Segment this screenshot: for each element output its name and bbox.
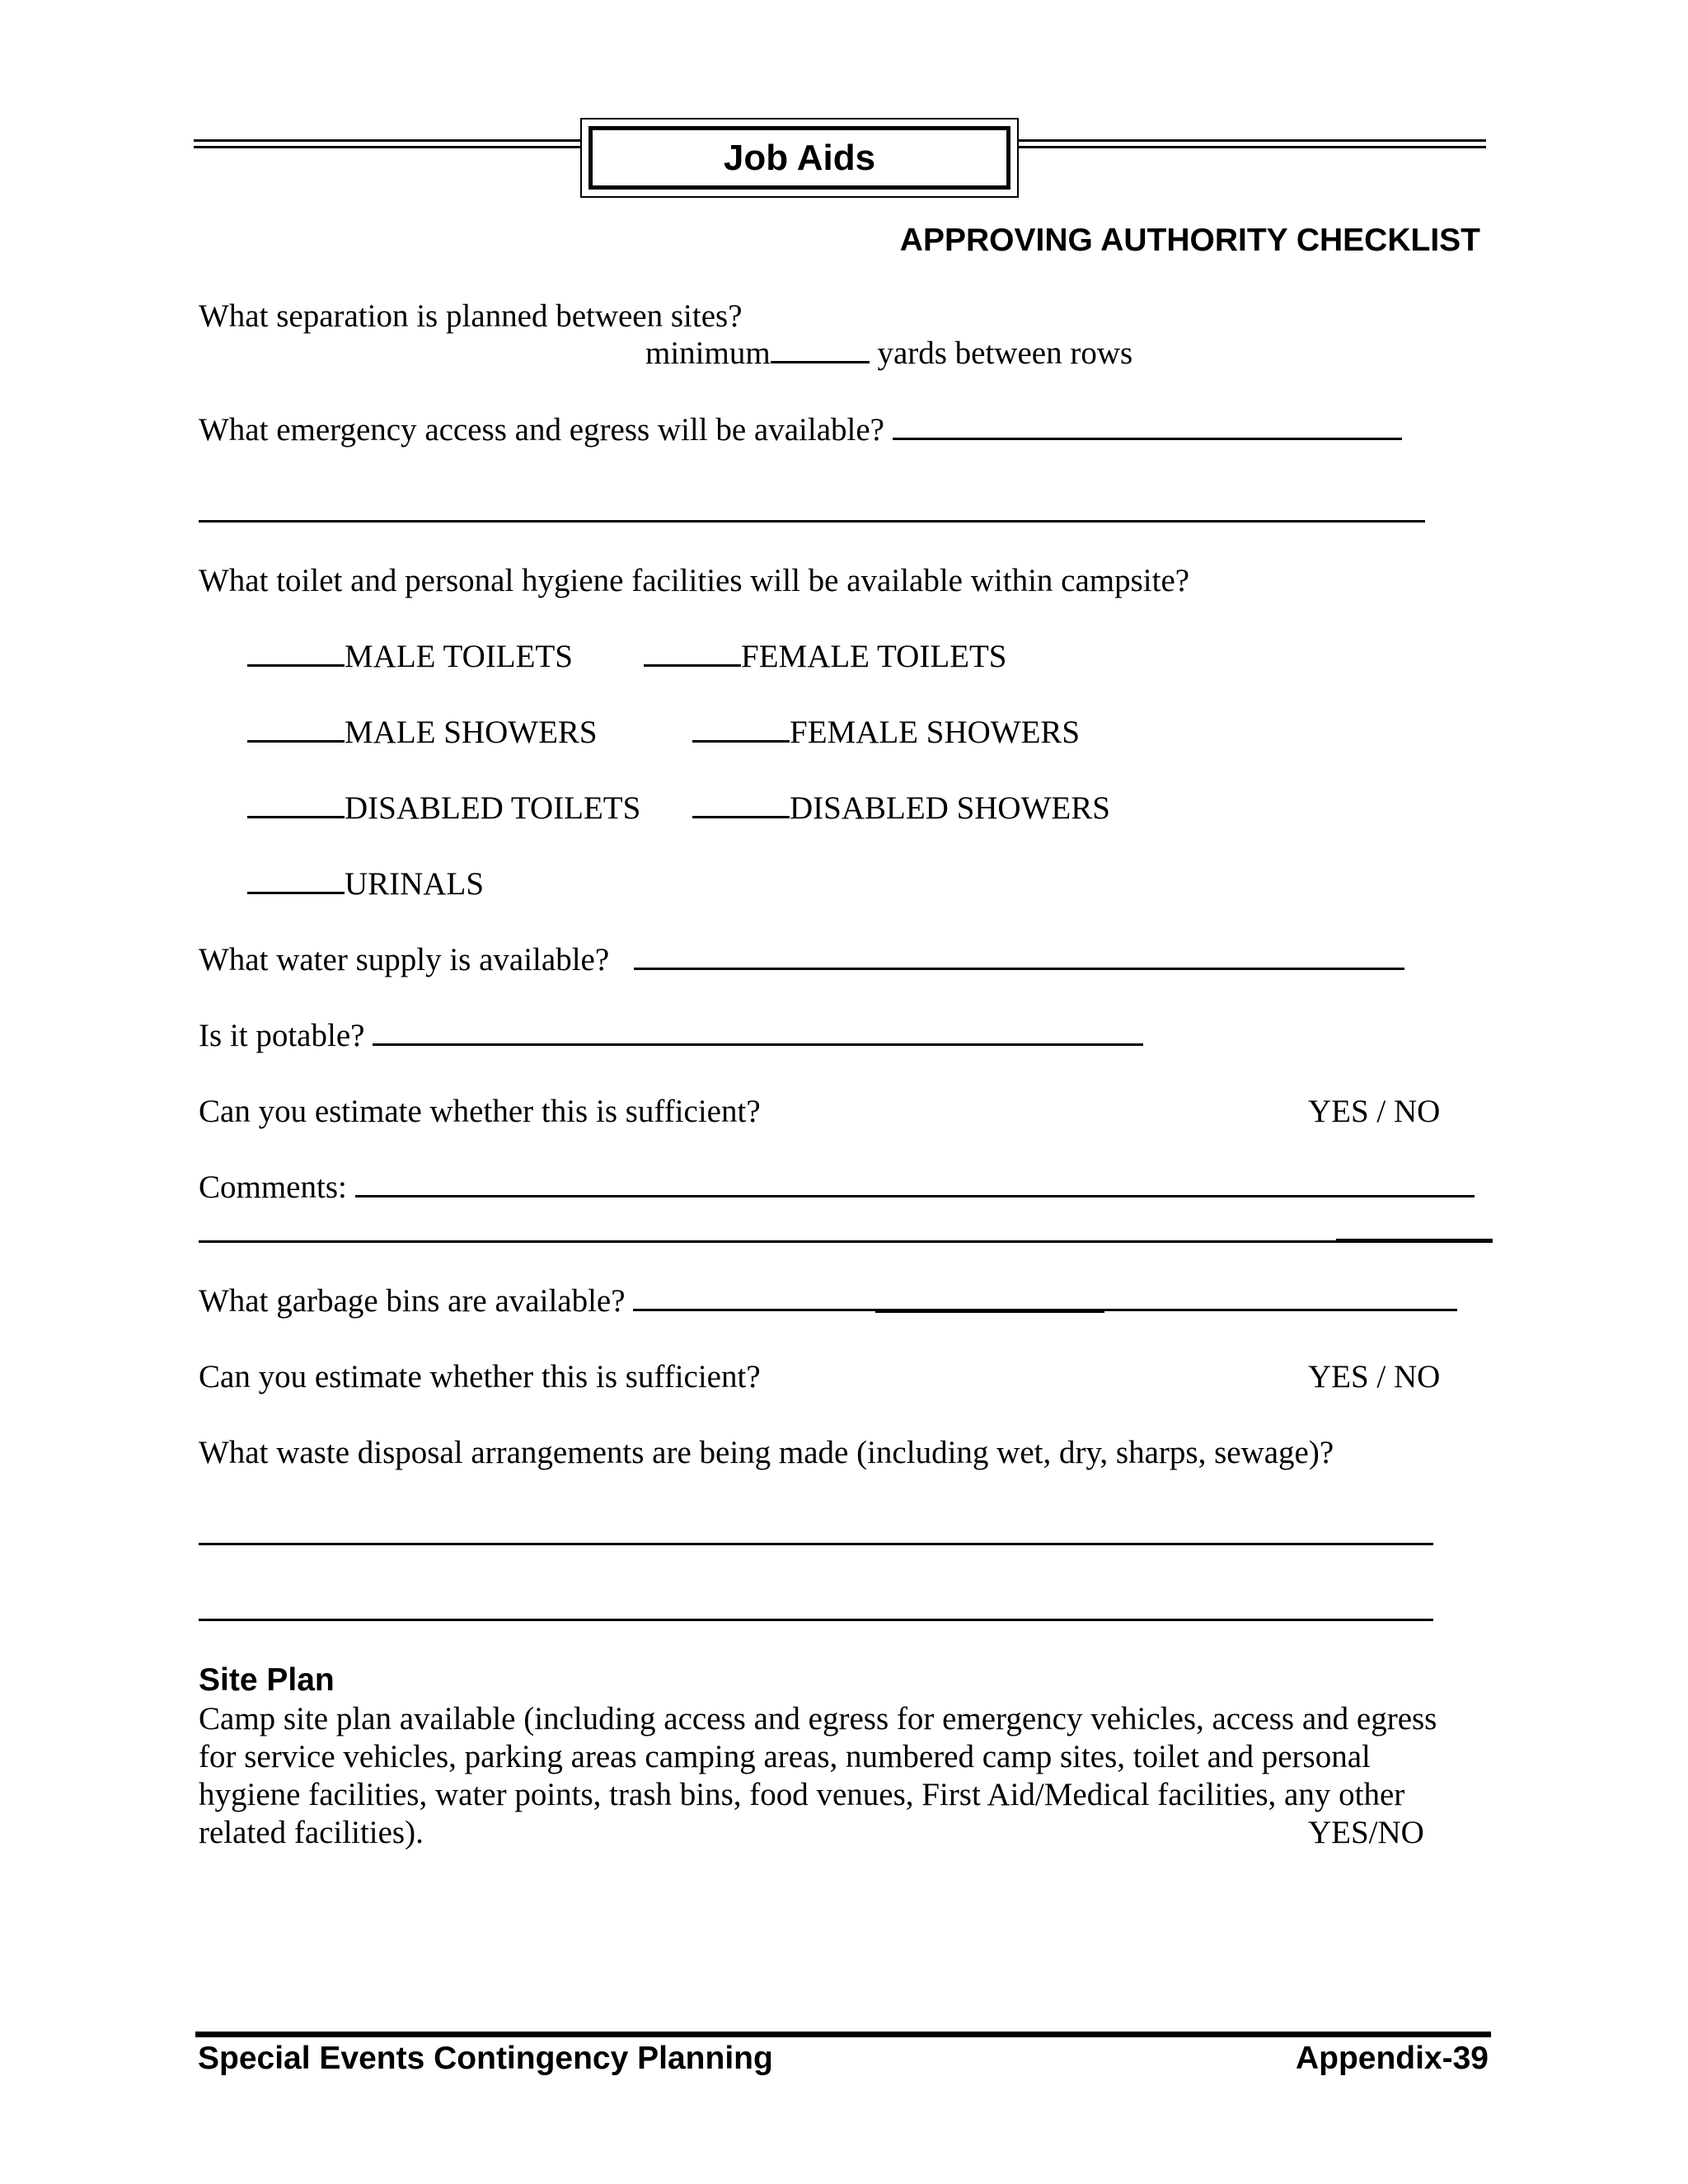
site-plan-text-line-3: hygiene facilities, water points, trash bins, food venues, First Aid/Medical facilities, any other	[199, 1777, 1405, 1812]
male-showers-blank[interactable]	[247, 715, 345, 743]
question-emergency-access	[199, 411, 1402, 449]
header-rule-left-top	[194, 139, 581, 142]
male-toilets-label: MALE TOILETS	[345, 639, 573, 674]
disabled-showers-blank[interactable]	[692, 791, 790, 818]
header-rule-right-bottom	[1018, 146, 1486, 148]
row-urinals	[247, 865, 484, 903]
row-male-toilets	[247, 638, 573, 676]
female-showers-blank[interactable]	[692, 715, 790, 743]
emergency-access-label: What emergency access and egress will be available?	[199, 412, 884, 448]
separation-min-blank[interactable]	[771, 336, 870, 363]
separation-min-label: minimum	[645, 335, 771, 371]
site-plan-text-line-2: for service vehicles, parking areas camping areas, numbered camp sites, toilet and personal	[199, 1739, 1371, 1774]
female-toilets-label: FEMALE TOILETS	[741, 639, 1007, 674]
footer-right: Appendix-39	[1295, 2041, 1489, 2076]
footer-left: Special Events Contingency Planning	[198, 2041, 773, 2076]
comments-row	[199, 1169, 1475, 1207]
question-sufficient-2: Can you estimate whether this is sufficient?	[199, 1359, 761, 1394]
question-waste-disposal: What waste disposal arrangements are being made (including wet, dry, sharps, sewage)?	[199, 1435, 1334, 1470]
water-supply-blank[interactable]	[634, 943, 1404, 970]
question-potable	[199, 1017, 1143, 1055]
waste-disposal-line-1[interactable]	[199, 1543, 1433, 1545]
footer-rule	[195, 2032, 1491, 2037]
garbage-bins-blank[interactable]	[633, 1284, 1457, 1311]
garbage-bins-line-mark	[875, 1310, 1104, 1313]
section-title: APPROVING AUTHORITY CHECKLIST	[899, 223, 1480, 258]
banner-title: Job Aids	[588, 126, 1010, 190]
row-female-showers	[692, 714, 1080, 752]
emergency-access-line-2[interactable]	[199, 520, 1425, 523]
row-female-toilets	[644, 638, 1006, 676]
disabled-toilets-label: DISABLED TOILETS	[345, 790, 641, 826]
separation-suffix: yards between rows	[877, 335, 1133, 371]
header-rule-right-top	[1018, 139, 1486, 142]
site-plan-text-line-1: Camp site plan available (including access and egress for emergency vehicles, access and egress	[199, 1701, 1437, 1736]
question-garbage-bins	[199, 1282, 1457, 1320]
comments-label: Comments:	[199, 1169, 347, 1205]
urinals-blank[interactable]	[247, 867, 345, 894]
row-disabled-toilets	[247, 790, 640, 827]
water-supply-label: What water supply is available?	[199, 942, 610, 977]
comments-line-2-mark	[1336, 1239, 1493, 1242]
site-plan-text-line-4: related facilities).	[199, 1815, 424, 1850]
site-plan-heading: Site Plan	[199, 1662, 335, 1698]
yes-no-sufficient-2[interactable]: YES / NO	[1308, 1359, 1441, 1394]
question-water-supply	[199, 941, 1404, 979]
female-toilets-blank[interactable]	[644, 640, 741, 667]
male-toilets-blank[interactable]	[247, 640, 345, 667]
waste-disposal-line-2[interactable]	[199, 1619, 1433, 1621]
comments-line-2[interactable]	[199, 1240, 1493, 1243]
question-separation: What separation is planned between sites?	[199, 298, 743, 334]
question-toilet-facilities: What toilet and personal hygiene facilities will be available within campsite?	[199, 563, 1190, 598]
female-showers-label: FEMALE SHOWERS	[790, 715, 1081, 750]
row-disabled-showers	[692, 790, 1110, 827]
emergency-access-blank[interactable]	[893, 413, 1402, 440]
header-rule-left-bottom	[194, 146, 581, 148]
garbage-bins-label: What garbage bins are available?	[199, 1283, 626, 1319]
potable-blank[interactable]	[373, 1019, 1143, 1046]
yes-no-sufficient-1[interactable]: YES / NO	[1308, 1094, 1441, 1129]
question-sufficient-1: Can you estimate whether this is sufficient?	[199, 1094, 761, 1129]
site-plan-yes-no[interactable]: YES/NO	[1308, 1815, 1424, 1850]
disabled-showers-label: DISABLED SHOWERS	[790, 790, 1110, 826]
disabled-toilets-blank[interactable]	[247, 791, 345, 818]
row-male-showers	[247, 714, 598, 752]
male-showers-label: MALE SHOWERS	[345, 715, 598, 750]
separation-answer-line	[645, 335, 1132, 373]
potable-label: Is it potable?	[199, 1018, 365, 1053]
urinals-label: URINALS	[345, 866, 485, 902]
comments-blank[interactable]	[355, 1170, 1475, 1197]
